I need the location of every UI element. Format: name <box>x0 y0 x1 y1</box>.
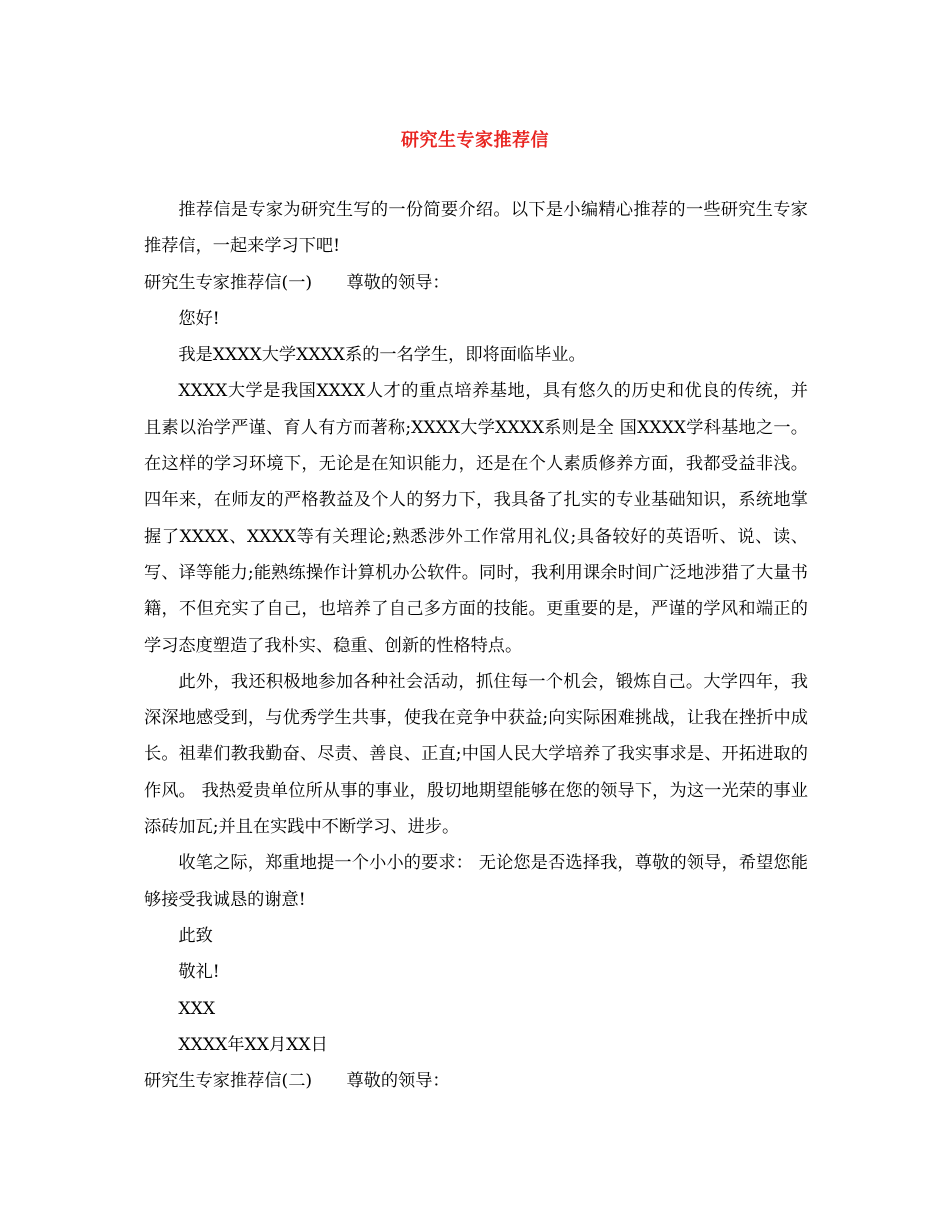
letter-heading-two: 研究生专家推荐信(二) 尊敬的领导： <box>144 1071 450 1092</box>
activities-paragraph: 此外，我还积极地参加各种社会活动，抓住每一个机会，锻炼自己。大学四年，我深深地感受到，与优秀学生共事，使我在竞争中获益;向实际困难挑战，让我在挫折中成长。祖辈们教我勤奋、尽责、善良、正直;中国人民大学培养了我实事求是、开拓进取的作风。 我热爱贵单位所从事的事业，殷切地期望能够在您的领导下，为这一光荣的事业添砖加瓦;并且在实践中不断学习、进步。 <box>144 671 808 838</box>
closing-salutation: 此致 <box>178 925 213 946</box>
self-intro-paragraph: 我是XXXX大学XXXX系的一名学生，即将面临毕业。 <box>178 345 586 366</box>
document-body <box>144 192 808 1099</box>
university-paragraph: XXXX大学是我国XXXX人才的重点培养基地，具有悠久的历史和优良的传统，并且素以治学严谨、育人有方而著称;XXXX大学XXXX系则是全 国XXXX学科基地之一。在这样的学习环境下，无论是在知识能力，还是在个人素质修养方面，我都受益非浅。 四年来，在师友的严格教益及个人的努力下，我具备了扎实的专业基础知识，系统地掌握了XXXX、XXXX等有关理论;熟悉涉外工作常用礼仪;具备较好的英语听、说、读、写、译等能力;能熟练操作计算机办公软件。同时，我利用课余时间广泛地涉猎了大量书籍，不但充实了自己，也培养了自己多方面的技能。更重要的是，严谨的学风和端正的学习态度塑造了我朴实、稳重、创新的性格特点。 <box>144 381 808 656</box>
closing-regards: 敬礼! <box>178 962 220 983</box>
intro-paragraph: 推荐信是专家为研究生写的一份简要介绍。以下是小编精心推荐的一些研究生专家推荐信，一起来学习下吧! <box>144 200 808 257</box>
signature-line: XXX <box>178 998 216 1019</box>
greeting-line: 您好! <box>178 308 220 329</box>
date-line: XXXX年XX月XX日 <box>178 1034 328 1055</box>
closing-request-paragraph: 收笔之际，郑重地提一个小小的要求： 无论您是否选择我，尊敬的领导，希望您能够接受我诚恳的谢意! <box>144 853 808 910</box>
letter-heading-one: 研究生专家推荐信(一) 尊敬的领导： <box>144 272 450 293</box>
document-title: 研究生专家推荐信 <box>401 130 549 151</box>
